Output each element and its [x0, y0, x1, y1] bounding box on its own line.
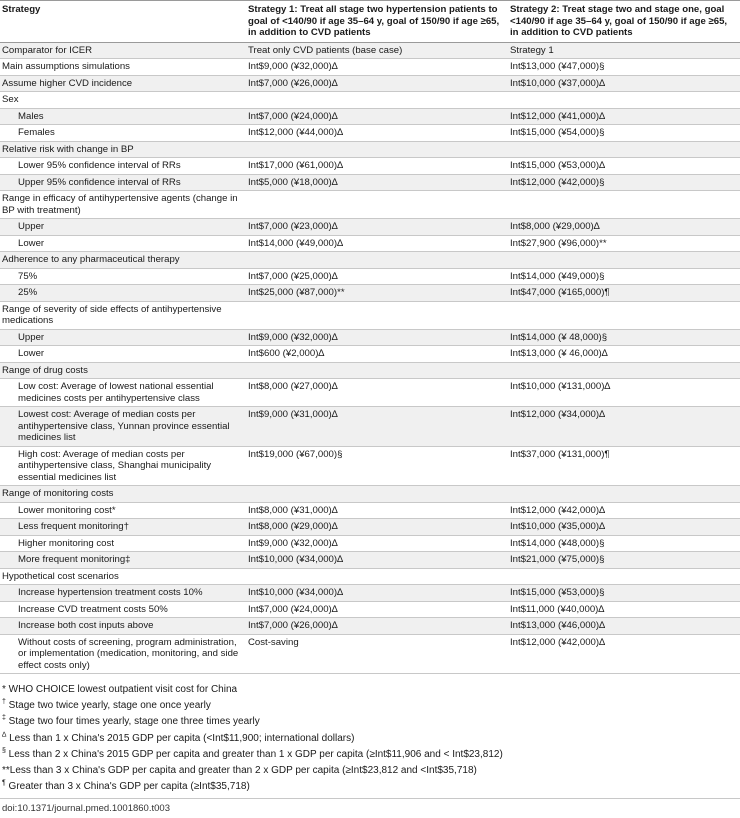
footnote-mark: †: [2, 698, 6, 706]
strategy-2-value: [508, 568, 740, 585]
strategy-1-value: [246, 486, 508, 503]
strategy-1-value: Int$7,000 (¥24,000)∆: [246, 601, 508, 618]
strategy-2-value: Int$12,000 (¥42,000)§: [508, 174, 740, 191]
strategy-1-value: Int$9,000 (¥31,000)∆: [246, 407, 508, 447]
strategy-1-value: Treat only CVD patients (base case): [246, 42, 508, 59]
row-label: Range of severity of side effects of antihypertensive medications: [0, 301, 246, 329]
strategy-1-value: Int$9,000 (¥32,000)∆: [246, 329, 508, 346]
row-label: Lowest cost: Average of median costs per antihypertensive class, Yunnan province essential medicines list: [0, 407, 246, 447]
footnote: [2, 779, 740, 795]
row-label: Relative risk with change in BP: [0, 141, 246, 158]
row-label: Comparator for ICER: [0, 42, 246, 59]
strategy-1-value: [246, 301, 508, 329]
strategy-2-value: Int$37,000 (¥131,000)¶: [508, 446, 740, 486]
strategy-2-value: Int$15,000 (¥53,000)∆: [508, 158, 740, 175]
footnote: [2, 747, 740, 763]
row-label: Less frequent monitoring†: [0, 519, 246, 536]
footnote-text: Greater than 3 x China's GDP per capita (≥Int$35,718): [5, 781, 250, 793]
strategy-2-value: Int$14,000 (¥ 48,000)§: [508, 329, 740, 346]
table-row: [0, 108, 740, 125]
row-label: High cost: Average of median costs per antihypertensive class, Shanghai municipality essential medicines list: [0, 446, 246, 486]
table-row: [0, 519, 740, 536]
strategy-1-value: Int$8,000 (¥31,000)∆: [246, 502, 508, 519]
strategy-1-value: Int$5,000 (¥18,000)∆: [246, 174, 508, 191]
row-label: Lower: [0, 346, 246, 363]
row-label: Females: [0, 125, 246, 142]
row-label: Low cost: Average of lowest national essential medicines costs per antihypertensive class: [0, 379, 246, 407]
strategy-1-value: Int$7,000 (¥25,000)∆: [246, 268, 508, 285]
strategy-1-value: Int$25,000 (¥87,000)**: [246, 285, 508, 302]
table-row: [0, 486, 740, 503]
strategy-1-value: Cost-saving: [246, 634, 508, 674]
strategy-2-value: Int$12,000 (¥42,000)∆: [508, 502, 740, 519]
strategy-1-value: Int$7,000 (¥26,000)∆: [246, 618, 508, 635]
strategy-2-value: Int$15,000 (¥53,000)§: [508, 585, 740, 602]
row-label: Assume higher CVD incidence: [0, 75, 246, 92]
table-row: [0, 92, 740, 109]
table-row: [0, 618, 740, 635]
table-row: [0, 601, 740, 618]
strategy-1-value: Int$19,000 (¥67,000)§: [246, 446, 508, 486]
strategy-2-value: Strategy 1: [508, 42, 740, 59]
row-label: Lower: [0, 235, 246, 252]
strategy-2-value: [508, 252, 740, 269]
strategy-1-value: [246, 252, 508, 269]
strategy-2-value: Int$21,000 (¥75,000)§: [508, 552, 740, 569]
table-row: [0, 235, 740, 252]
table-row: [0, 285, 740, 302]
table-row: [0, 75, 740, 92]
strategy-2-value: Int$14,000 (¥49,000)§: [508, 268, 740, 285]
doi-line: doi:10.1371/journal.pmed.1001860.t003: [0, 798, 740, 818]
table-row: [0, 585, 740, 602]
footnote-text: * WHO CHOICE lowest outpatient visit cost for China: [2, 684, 238, 695]
row-label: Upper: [0, 219, 246, 236]
row-label: Upper: [0, 329, 246, 346]
strategy-2-value: Int$12,000 (¥34,000)∆: [508, 407, 740, 447]
strategy-1-value: Int$14,000 (¥49,000)∆: [246, 235, 508, 252]
strategy-2-value: Int$12,000 (¥42,000)∆: [508, 634, 740, 674]
footnote-text: Stage two twice yearly, stage one once yearly: [5, 700, 211, 712]
strategy-2-value: [508, 362, 740, 379]
row-label: Range of monitoring costs: [0, 486, 246, 503]
table-row: [0, 362, 740, 379]
table-row: [0, 568, 740, 585]
row-label: Sex: [0, 92, 246, 109]
strategy-1-value: Int$12,000 (¥44,000)∆: [246, 125, 508, 142]
strategy-2-value: Int$47,000 (¥165,000)¶: [508, 285, 740, 302]
strategy-2-value: Int$10,000 (¥35,000)∆: [508, 519, 740, 536]
row-label: Main assumptions simulations: [0, 59, 246, 76]
strategy-2-value: Int$13,000 (¥46,000)∆: [508, 618, 740, 635]
footnote-text: Less than 1 x China's 2015 GDP per capita (<Int$11,900; international dollars): [6, 732, 355, 744]
table-row: [0, 59, 740, 76]
footnote-mark: §: [2, 747, 6, 755]
table-row: [0, 634, 740, 674]
strategy-2-value: Int$14,000 (¥48,000)§: [508, 535, 740, 552]
table-row: [0, 191, 740, 219]
footnote-mark: ∆: [2, 731, 7, 739]
strategy-2-value: [508, 141, 740, 158]
strategy-1-value: Int$17,000 (¥61,000)∆: [246, 158, 508, 175]
row-label: 75%: [0, 268, 246, 285]
strategy-2-value: [508, 486, 740, 503]
table-row: [0, 301, 740, 329]
strategy-1-value: Int$10,000 (¥34,000)∆: [246, 552, 508, 569]
table-row: [0, 379, 740, 407]
row-label: Hypothetical cost scenarios: [0, 568, 246, 585]
footnote-text: Less than 2 x China's 2015 GDP per capita and greater than 1 x GDP per capita (≥Int$11,906 and < Int$23,812): [5, 748, 503, 760]
footnote-text: **Less than 3 x China's GDP per capita and greater than 2 x GDP per capita (≥Int$23,812 and <Int$35,718): [2, 765, 477, 777]
table-row: [0, 329, 740, 346]
row-label: Without costs of screening, program administration, or implementation (medication, monitoring, and side effect costs only): [0, 634, 246, 674]
header-strategy-1: Strategy 1: Treat all stage two hypertension patients to goal of <140/90 if age 35–64 y, goal of 150/90 if age ≥65, in addition to CVD patients: [246, 1, 508, 43]
strategy-1-value: Int$7,000 (¥23,000)∆: [246, 219, 508, 236]
table-body: [0, 42, 740, 674]
footnotes: [0, 682, 740, 795]
table-row: [0, 158, 740, 175]
table-row: [0, 42, 740, 59]
strategy-2-value: [508, 191, 740, 219]
strategy-2-value: Int$11,000 (¥40,000)∆: [508, 601, 740, 618]
row-label: Males: [0, 108, 246, 125]
strategy-1-value: [246, 92, 508, 109]
strategy-2-value: [508, 92, 740, 109]
header-strategy-2: Strategy 2: Treat stage two and stage one, goal <140/90 if age 35–64 y, goal of 150/90 if age ≥65, in addition to CVD patients: [508, 1, 740, 43]
strategy-2-value: [508, 301, 740, 329]
strategy-1-value: [246, 568, 508, 585]
row-label: Upper 95% confidence interval of RRs: [0, 174, 246, 191]
strategy-1-value: Int$10,000 (¥34,000)∆: [246, 585, 508, 602]
row-label: More frequent monitoring‡: [0, 552, 246, 569]
footnote: [2, 714, 740, 730]
table-row: [0, 407, 740, 447]
strategy-1-value: [246, 191, 508, 219]
table-row: [0, 502, 740, 519]
table-row: [0, 535, 740, 552]
footnote-mark: ¶: [2, 779, 6, 787]
strategy-2-value: Int$10,000 (¥131,000)∆: [508, 379, 740, 407]
footnote-mark: ‡: [2, 715, 6, 723]
row-label: Lower 95% confidence interval of RRs: [0, 158, 246, 175]
row-label: 25%: [0, 285, 246, 302]
strategy-2-value: Int$27,900 (¥96,000)**: [508, 235, 740, 252]
strategy-2-value: Int$12,000 (¥41,000)∆: [508, 108, 740, 125]
strategy-1-value: Int$9,000 (¥32,000)∆: [246, 535, 508, 552]
row-label: Increase both cost inputs above: [0, 618, 246, 635]
strategy-1-value: [246, 362, 508, 379]
table-row: [0, 446, 740, 486]
table-row: [0, 268, 740, 285]
table-row: [0, 174, 740, 191]
row-label: Adherence to any pharmaceutical therapy: [0, 252, 246, 269]
header-strategy: Strategy: [0, 1, 246, 43]
row-label: Increase CVD treatment costs 50%: [0, 601, 246, 618]
table-row: [0, 346, 740, 363]
row-label: Lower monitoring cost*: [0, 502, 246, 519]
row-label: Range in efficacy of antihypertensive agents (change in BP with treatment): [0, 191, 246, 219]
strategy-1-value: Int$9,000 (¥32,000)∆: [246, 59, 508, 76]
footnote: [2, 731, 740, 747]
strategy-1-value: Int$7,000 (¥26,000)∆: [246, 75, 508, 92]
strategy-1-value: [246, 141, 508, 158]
strategy-1-value: Int$600 (¥2,000)∆: [246, 346, 508, 363]
row-label: Range of drug costs: [0, 362, 246, 379]
strategy-2-value: Int$13,000 (¥47,000)§: [508, 59, 740, 76]
strategy-2-value: Int$15,000 (¥54,000)§: [508, 125, 740, 142]
strategy-2-value: Int$13,000 (¥ 46,000)∆: [508, 346, 740, 363]
table-row: [0, 219, 740, 236]
footnote-text: Stage two four times yearly, stage one three times yearly: [5, 716, 260, 728]
row-label: Higher monitoring cost: [0, 535, 246, 552]
row-label: Increase hypertension treatment costs 10%: [0, 585, 246, 602]
table-row: [0, 141, 740, 158]
strategy-2-value: Int$8,000 (¥29,000)∆: [508, 219, 740, 236]
footnote: [2, 698, 740, 714]
footnote: [2, 763, 740, 779]
strategy-1-value: Int$8,000 (¥27,000)∆: [246, 379, 508, 407]
strategy-1-value: Int$8,000 (¥29,000)∆: [246, 519, 508, 536]
strategy-1-value: Int$7,000 (¥24,000)∆: [246, 108, 508, 125]
table-row: [0, 552, 740, 569]
table-header: [0, 1, 740, 43]
table-row: [0, 252, 740, 269]
footnote: [2, 682, 740, 698]
table-row: [0, 125, 740, 142]
strategy-2-value: Int$10,000 (¥37,000)∆: [508, 75, 740, 92]
